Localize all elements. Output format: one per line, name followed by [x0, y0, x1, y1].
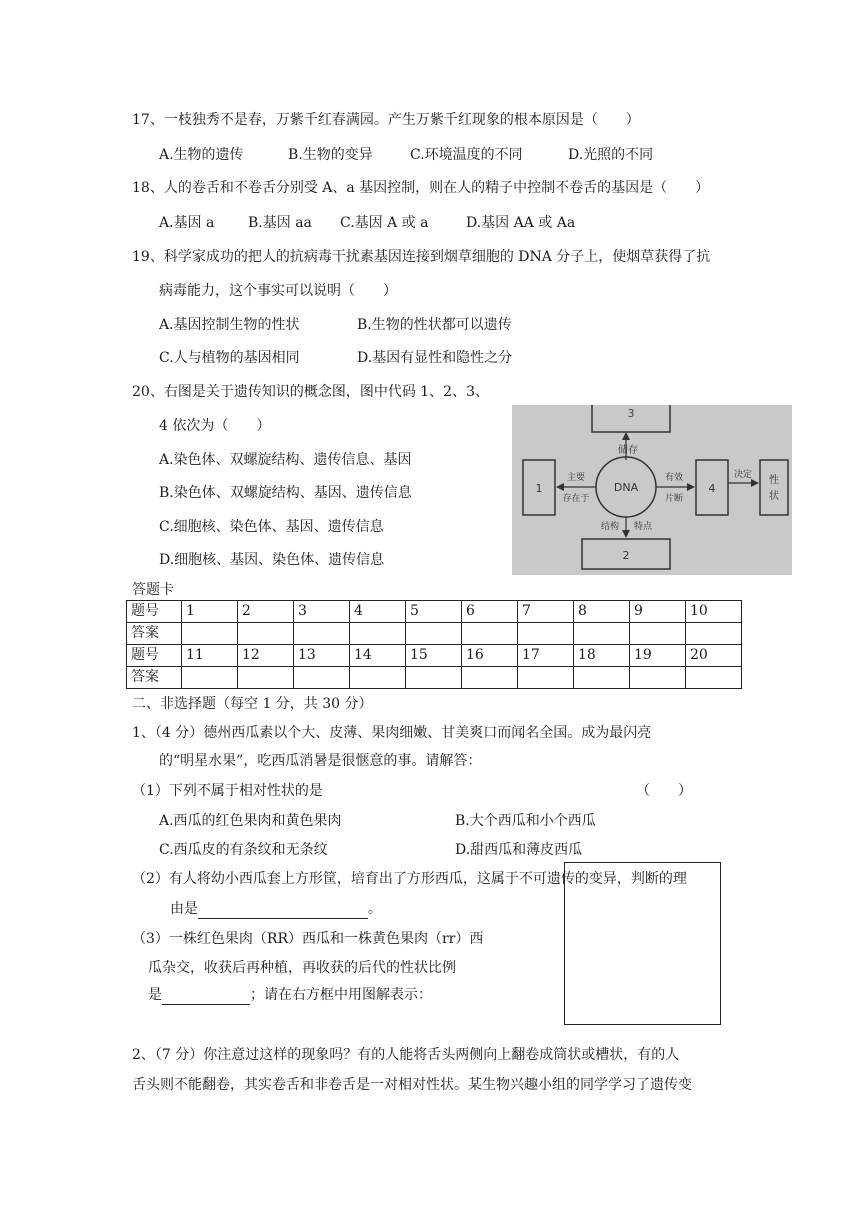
diagram-dna-label: DNA	[613, 481, 639, 494]
question-number-cell: 16	[462, 645, 518, 667]
section-2-q1-sub1: （1）下列不属于相对性状的是	[132, 783, 323, 799]
question-18-option-c: C.基因 A 或 a	[340, 215, 429, 231]
answer-cell[interactable]	[518, 667, 574, 689]
answer-cell[interactable]	[350, 667, 406, 689]
diagram-label-has-1: 有效	[664, 473, 684, 483]
question-number-cell: 7	[518, 601, 574, 623]
section-2-q1-sub3-line3	[148, 985, 432, 1005]
question-number-cell: 15	[406, 645, 462, 667]
answer-cell[interactable]	[630, 623, 686, 645]
diagram-label-decide: 决定	[733, 470, 753, 480]
answer-cell[interactable]	[294, 623, 350, 645]
question-17-option-d: D.光照的不同	[568, 147, 654, 163]
row-header-answer: 答案	[127, 623, 182, 645]
section-2-q1-line2: 的“明星水果”，吃西瓜消暑是很惬意的事。请解答：	[159, 753, 482, 769]
answer-cell[interactable]	[406, 667, 462, 689]
diagram-box-1-label: 1	[535, 482, 543, 495]
section-2-title: 二、非选择题（每空 1 分，共 30 分）	[132, 696, 373, 712]
sub3-prefix: 是	[148, 987, 162, 1003]
question-19-option-b: B.生物的性状都可以遗传	[357, 317, 512, 333]
diagram-answer-box[interactable]	[564, 862, 721, 1025]
row-header-number: 题号	[127, 645, 182, 667]
question-20-option-a: A.染色体、双螺旋结构、遗传信息、基因	[159, 452, 412, 468]
section-2-q1-sub3-line1: （3）一株红色果肉（RR）西瓜和一株黄色果肉（rr）西	[132, 931, 484, 947]
section-2-q1-option-b: B.大个西瓜和小个西瓜	[455, 813, 596, 829]
question-18-option-b: B.基因 aa	[248, 215, 312, 231]
answer-cell[interactable]	[574, 667, 630, 689]
table-row	[127, 667, 742, 689]
question-18-option-d: D.基因 AA 或 Aa	[466, 215, 576, 231]
answer-cell[interactable]	[630, 667, 686, 689]
section-2-q1-sub2-line1: （2）有人将幼小西瓜套上方形筐，培育出了方形西瓜，这属于不可遗传的变异，判断的理	[132, 871, 687, 887]
question-17-option-c: C.环境温度的不同	[410, 147, 523, 163]
section-2-q1-sub1-paren: （ ）	[636, 783, 692, 799]
question-number-cell: 1	[182, 601, 238, 623]
table-row	[127, 601, 742, 623]
question-19-stem-line1: 19、科学家成功的把人的抗病毒干扰素基因连接到烟草细胞的 DNA 分子上，使烟草获得了抗	[132, 249, 711, 265]
diagram-box-5-label-1: 性	[769, 475, 779, 486]
answer-cell[interactable]	[462, 667, 518, 689]
question-number-cell: 6	[462, 601, 518, 623]
question-20-stem-line1: 20、右图是关于遗传知识的概念图，图中代码 1、2、3、	[132, 384, 489, 400]
question-number-cell: 12	[238, 645, 294, 667]
reason-answer-blank[interactable]	[198, 902, 368, 919]
question-number-cell: 18	[574, 645, 630, 667]
question-19-stem-line2: 病毒能力，这个事实可以说明（ ）	[159, 283, 397, 299]
sub3-suffix: ；请在右方框中用图解表示：	[250, 987, 432, 1003]
question-number-cell: 14	[350, 645, 406, 667]
section-2-q1-sub2-line2	[170, 899, 382, 919]
section-2-q1-sub3-line2: 瓜杂交，收获后再种植，再收获的后代的性状比例	[148, 960, 456, 976]
question-number-cell: 9	[630, 601, 686, 623]
question-19-option-c: C.人与植物的基因相同	[159, 350, 300, 366]
diagram-box-5	[760, 460, 788, 515]
answer-cell[interactable]	[350, 623, 406, 645]
answer-cell[interactable]	[238, 667, 294, 689]
diagram-label-store: 储存	[618, 445, 638, 456]
row-header-answer: 答案	[127, 667, 182, 689]
answer-card-table	[126, 600, 742, 689]
section-2-q1-option-a: A.西瓜的红色果肉和黄色果肉	[159, 813, 342, 829]
diagram-label-has-2: 片断	[664, 494, 684, 504]
question-20-stem-line2: 4 依次为（ ）	[159, 418, 271, 434]
section-2-q1-line1: 1、（4 分）德州西瓜素以个大、皮薄、果肉细嫩、甘美爽口而闻名全国。成为最闪亮	[132, 725, 652, 741]
answer-cell[interactable]	[238, 623, 294, 645]
diagram-box-3-label: 3	[627, 407, 635, 420]
diagram-box-2-label: 2	[622, 549, 630, 562]
table-row	[127, 623, 742, 645]
question-17-option-b: B.生物的变异	[288, 147, 373, 163]
diagram-label-mainly-1: 主要	[566, 473, 586, 483]
question-18-option-a: A.基因 a	[159, 215, 215, 231]
question-number-cell: 19	[630, 645, 686, 667]
question-20-option-b: B.染色体、双螺旋结构、基因、遗传信息	[159, 485, 412, 501]
question-number-cell: 20	[686, 645, 742, 667]
question-number-cell: 2	[238, 601, 294, 623]
question-number-cell: 5	[406, 601, 462, 623]
diagram-box-4-label: 4	[708, 482, 716, 495]
question-number-cell: 13	[294, 645, 350, 667]
table-row	[127, 645, 742, 667]
question-20-option-c: C.细胞核、染色体、基因、遗传信息	[159, 519, 384, 535]
answer-cell[interactable]	[406, 623, 462, 645]
answer-cell[interactable]	[182, 623, 238, 645]
sub2-prefix: 由是	[170, 901, 198, 917]
answer-cell[interactable]	[462, 623, 518, 645]
diagram-label-feature: 特点	[633, 522, 653, 532]
question-19-option-d: D.基因有显性和隐性之分	[357, 350, 513, 366]
sub2-suffix: 。	[368, 901, 382, 917]
answer-card-title: 答题卡	[132, 582, 174, 598]
question-18-stem: 18、人的卷舌和不卷舌分别受 A、a 基因控制，则在人的精子中控制不卷舌的基因是（ ）	[132, 180, 710, 196]
question-number-cell: 17	[518, 645, 574, 667]
answer-cell[interactable]	[182, 667, 238, 689]
question-number-cell: 11	[182, 645, 238, 667]
question-20-option-d: D.细胞核、基因、染色体、遗传信息	[159, 552, 385, 568]
section-2-q2-line2: 舌头则不能翻卷，其实卷舌和非卷舌是一对相对性状。某生物兴趣小组的同学学习了遗传变	[132, 1077, 692, 1093]
diagram-box-5-label-2: 状	[769, 491, 779, 502]
question-19-option-a: A.基因控制生物的性状	[159, 317, 300, 333]
row-header-number: 题号	[127, 601, 182, 623]
question-number-cell: 8	[574, 601, 630, 623]
question-number-cell: 4	[350, 601, 406, 623]
answer-cell[interactable]	[574, 623, 630, 645]
answer-cell[interactable]	[686, 623, 742, 645]
question-number-cell: 3	[294, 601, 350, 623]
question-number-cell: 10	[686, 601, 742, 623]
section-2-q2-line1: 2、（7 分）你注意过这样的现象吗？有的人能将舌头两侧向上翻卷成筒状或槽状，有的人	[132, 1047, 680, 1063]
diagram-label-mainly-2: 存在于	[562, 494, 590, 504]
question-17-stem: 17、一枝独秀不是春，万紫千红春满园。产生万紫千红现象的根本原因是（ ）	[132, 112, 640, 128]
answer-cell[interactable]	[518, 623, 574, 645]
answer-cell[interactable]	[294, 667, 350, 689]
ratio-answer-blank[interactable]	[162, 988, 250, 1005]
question-17-option-a: A.生物的遗传	[159, 147, 244, 163]
section-2-q1-option-d: D.甜西瓜和薄皮西瓜	[455, 842, 583, 858]
section-2-q1-option-c: C.西瓜皮的有条纹和无条纹	[159, 842, 328, 858]
diagram-label-structure: 结构	[600, 522, 620, 532]
concept-map-diagram	[512, 405, 792, 575]
answer-cell[interactable]	[686, 667, 742, 689]
